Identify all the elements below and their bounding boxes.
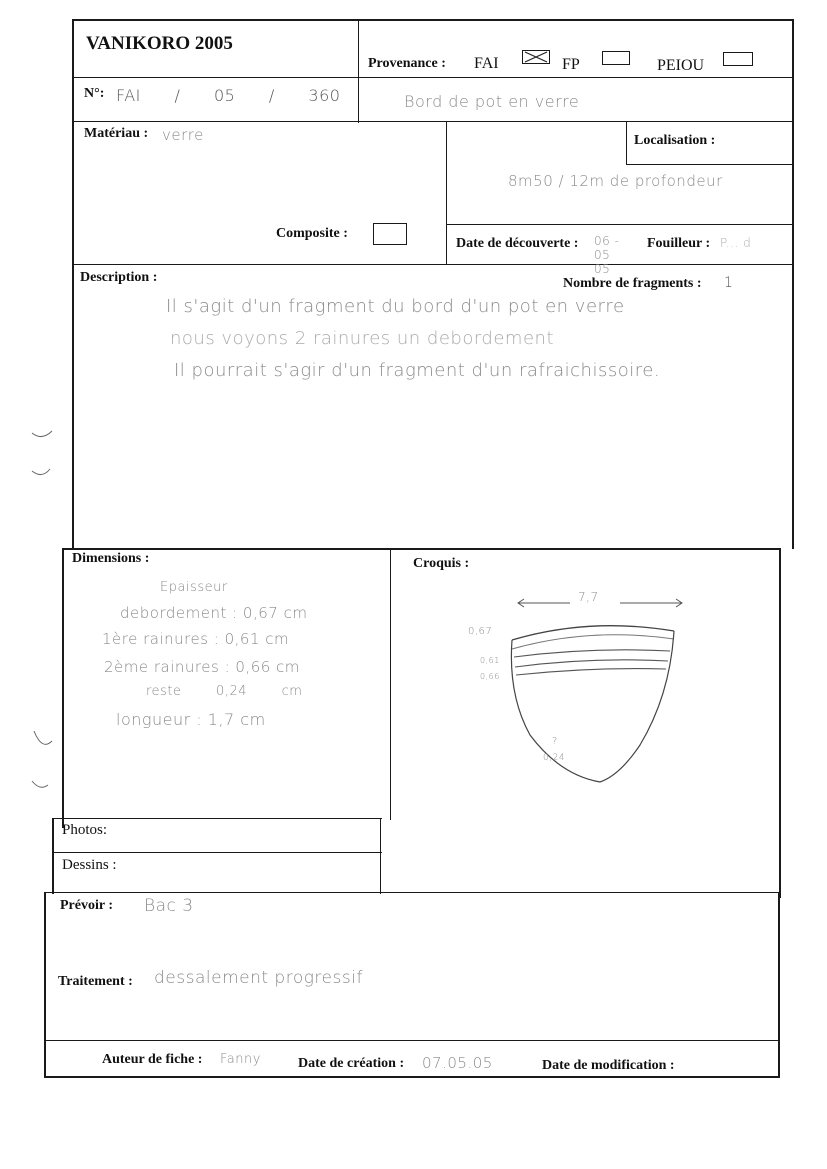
croquis-annotation-width: 7,7 (578, 590, 599, 604)
croquis-annotation-rest: 0,24 (543, 753, 566, 763)
line-photo-split (380, 818, 381, 894)
description-label: Description : (80, 270, 158, 285)
dimension-line-6[interactable]: longueur : 1,7 cm (116, 710, 266, 729)
dessins-label: Dessins : (62, 857, 117, 873)
dimension-line-1[interactable]: Epaisseur (160, 580, 228, 595)
line-number-row (72, 121, 792, 122)
traitement-label: Traitement : (58, 974, 133, 989)
line-photos-top (52, 818, 382, 819)
frame-right-upper (792, 19, 794, 549)
line-localisation-left (626, 121, 627, 165)
line-materiau-split (446, 121, 447, 264)
rim-top (512, 626, 674, 640)
croquis-annotation-question: ? (552, 736, 558, 747)
option-fp-checkbox[interactable] (602, 51, 630, 65)
croquis-annotation-rim: 0,67 (468, 626, 493, 637)
number-value[interactable]: FAI / 05 / 360 (116, 86, 341, 105)
modification-label: Date de modification : (542, 1058, 675, 1073)
prevoir-value[interactable]: Bac 3 (144, 896, 194, 916)
dimension-line-2[interactable]: debordement : 0,67 cm (120, 604, 308, 622)
provenance-label: Provenance : (368, 56, 446, 71)
line-localisation-bottom (626, 164, 792, 165)
object-name[interactable]: Bord de pot en verre (404, 92, 580, 111)
fouilleur-value[interactable]: P... d (720, 236, 752, 250)
auteur-label: Auteur de fiche : (102, 1052, 203, 1067)
croquis-sketch (460, 585, 720, 795)
groove-3 (516, 669, 666, 675)
option-fai-checkbox[interactable] (522, 50, 550, 64)
option-peiou-checkbox[interactable] (723, 52, 753, 66)
sheet-title: VANIKORO 2005 (86, 33, 233, 54)
fragments-value[interactable]: 1 (724, 275, 734, 291)
traitement-value[interactable]: dessalement progressif (154, 968, 363, 988)
dimension-line-4[interactable]: 2ème rainures : 0,66 cm (104, 658, 300, 676)
materiau-value[interactable]: verre (162, 126, 204, 144)
body-right (600, 631, 674, 782)
frame-left-photos (52, 818, 54, 894)
creation-value[interactable]: 07.05.05 (422, 1054, 493, 1072)
croquis-annotation-groove1: 0,61 (480, 656, 500, 665)
line-description-top (72, 264, 792, 265)
rim-inner (512, 635, 674, 649)
description-line-3[interactable]: Il pourrait s'agir d'un fragment d'un rafraichissoire. (174, 360, 661, 381)
line-dessins-top (52, 852, 382, 853)
frame-left-upper (72, 19, 74, 549)
line-header-split (358, 19, 359, 123)
localisation-value[interactable]: 8m50 / 12m de profondeur (508, 172, 723, 190)
description-line-1[interactable]: Il s'agit d'un fragment du bord d'un pot en verre (166, 296, 625, 317)
option-fai-label: FAI (474, 55, 499, 72)
photos-label: Photos: (62, 822, 108, 838)
line-header (72, 77, 792, 78)
option-peiou-label: PEIOU (657, 57, 705, 74)
line-dimensions-top (62, 548, 780, 550)
frame-bottom (44, 1076, 780, 1078)
auteur-value[interactable]: Fanny (220, 1052, 261, 1067)
dimension-line-3[interactable]: 1ère rainures : 0,61 cm (102, 630, 290, 648)
check-mark-icon (523, 51, 549, 63)
date-decouverte-label: Date de découverte : (456, 236, 579, 251)
groove-2 (515, 660, 668, 667)
line-date-row (446, 224, 792, 225)
dimensions-label: Dimensions : (72, 551, 150, 566)
frame-left-mid (62, 548, 64, 828)
description-line-2[interactable]: nous voyons 2 rainures un debordement (170, 328, 555, 349)
option-fp-label: FP (562, 56, 580, 73)
fouilleur-label: Fouilleur : (647, 236, 711, 251)
frame-left-lower (44, 892, 46, 1078)
dimension-line-5[interactable]: reste 0,24 cm (146, 684, 303, 699)
groove-1 (514, 650, 670, 657)
creation-label: Date de création : (298, 1056, 405, 1071)
frame-right-mid (779, 548, 781, 898)
frame-right-lower (778, 892, 780, 1078)
prevoir-label: Prévoir : (60, 898, 113, 913)
date-decouverte-value[interactable]: 06 - 05 05 (594, 234, 620, 276)
line-dim-croquis-split (390, 548, 391, 820)
croquis-annotation-groove2: 0,66 (480, 672, 500, 681)
materiau-label: Matériau : (84, 126, 149, 141)
localisation-label: Localisation : (634, 133, 716, 148)
line-prevoir-top (44, 892, 780, 893)
line-footer-top (44, 1040, 780, 1041)
fragments-label: Nombre de fragments : (563, 276, 702, 291)
composite-label: Composite : (276, 226, 348, 241)
binder-holes-decoration (28, 425, 58, 805)
number-label: N°: (84, 86, 105, 101)
composite-checkbox[interactable] (373, 223, 407, 245)
croquis-label: Croquis : (413, 556, 470, 571)
frame-top (72, 19, 794, 21)
